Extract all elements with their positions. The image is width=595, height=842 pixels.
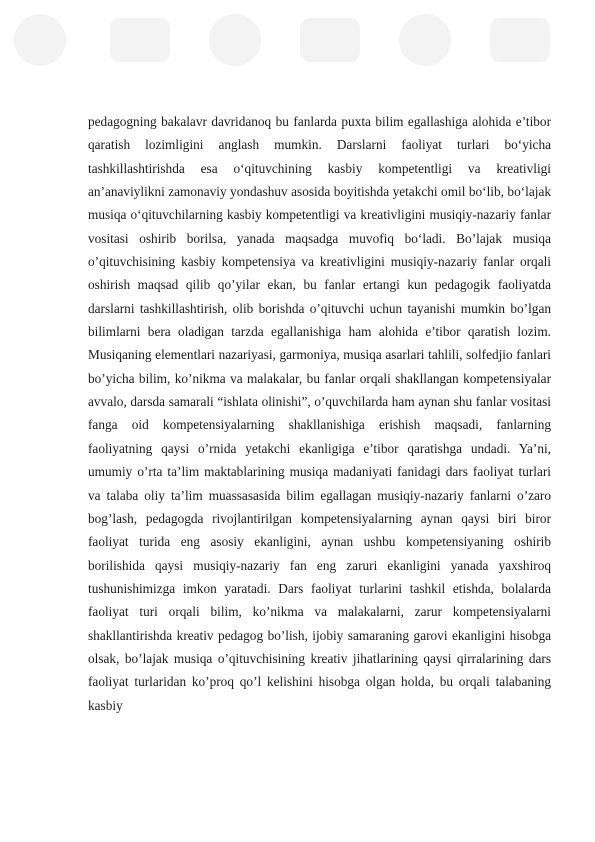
watermark-logo [0,0,595,80]
body-paragraph: pedagogning bakalavr davridanoq bu fanlarda puxta bilim egallashiga alohida e’tibor qaratish lozimligini anglash mumkin. Darslarni faoliyat turlari bo‘yicha tashkillashtirishda esa o‘qituvchining kasbiy kompetentligi va kreativligi an’anaviylikni zamonaviy yondashuv asosida boyitishda yetakchi omil bo‘lib, bo‘lajak musiqa o‘qituvchilarning kasbiy kompetentligi va kreativligini musiqiy-nazariy fanlar vositasi oshirib borilsa, yanada maqsadga muvofiq bo‘ladi. Bo’lajak musiqa o’qituvchisining kasbiy kompetensiya va kreativligini musiqiy-nazariy fanlar orqali oshirish maqsad qilib qo’yilar ekan, bu fanlar ertangi kun pedagogik faoliyatda darslarni tashkillashtirish, olib borishda o’qituvchi uchun tayanishi mumkin bo’lgan bilimlarni bera oladigan tarzda egallanishiga ham alohida e’tibor qaratish lozim. Musiqaning elementlari nazariyasi, garmoniya, musiqa asarlari tahlili, solfedjio fanlari bo’yicha bilim, ko’nikma va malakalar, bu fanlar orqali shakllangan kompetensiyalar avvalo, darsda samarali “ishlata olinishi”, o’quvchilarda ham aynan shu fanlar vositasi fanga oid kompetensiyalarning shakllanishiga erishish maqsadi, fanlarning faoliyatning qaysi o’rnida yetakchi ekanligiga e’tibor qaratishga undadi. Ya’ni, umumiy o’rta ta’lim maktablarining musiqa madaniyati fanidagi dars faoliyat turlari va talaba oliy ta’lim muassasasida bilim egallagan musiqiy-nazariy fanlarni o’zaro bog’lash, pedagogda rivojlantirilgan kompetensiyalarning aynan qaysi biri biror faoliyat turida eng asosiy ekanligini, aynan ushbu kompetensiyaning oshirib borilishida qaysi musiqiy-nazariy fan eng zaruri ekanligini yanada yaxshiroq tushunishimizga imkon yaratadi. Dars faoliyat turlarini tashkil etishda, bolalarda faoliyat turi orqali bilim, ko’nikma va malakalarni, zarur kompetensiyalarni shakllantirishda kreativ pedagog bo’lish, ijobiy samaraning garovi ekanligini hisobga olsak, bo’lajak musiqa o’qituvchisining kreativ jihatlarining qaysi qirralarining dars faoliyat turlaridan ko’proq qo’l kelishini hisobga olgan holda, bu orqali talabaning kasbiy [88,114,551,713]
